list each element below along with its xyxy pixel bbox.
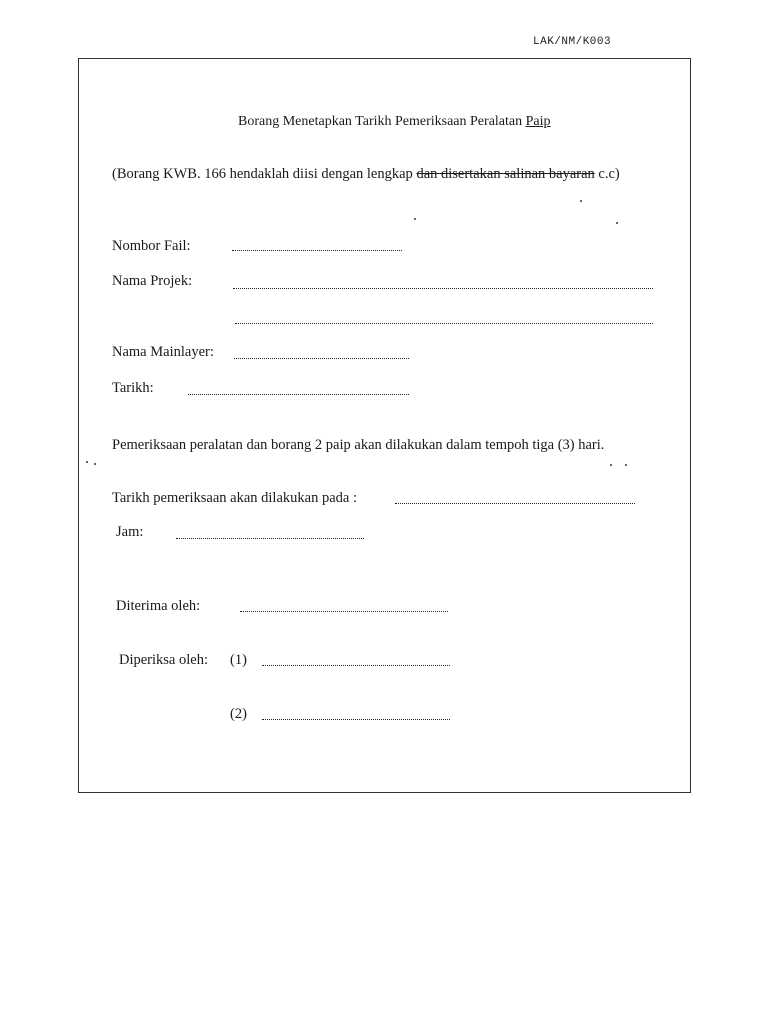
note-prefix: (Borang KWB. 166 hendaklah diisi dengan lengkap (112, 166, 417, 182)
checker-2-field[interactable] (262, 719, 450, 720)
scan-speck (580, 200, 582, 202)
scan-speck (414, 218, 416, 220)
form-title (238, 114, 551, 130)
checker-1-field[interactable] (262, 665, 450, 666)
scan-speck (625, 464, 627, 466)
checked-by-label: Diperiksa oleh: (119, 652, 208, 668)
form-title-underlined: Paip (525, 114, 551, 129)
received-by-field[interactable] (240, 611, 448, 612)
reference-code: LAK/NM/K003 (533, 36, 612, 48)
inspection-statement: Pemeriksaan peralatan dan borang 2 paip akan dilakukan dalam tempoh tiga (3) hari. (112, 437, 605, 453)
scan-speck (86, 461, 88, 463)
contractor-name-field[interactable] (234, 358, 409, 359)
scan-speck (616, 222, 618, 224)
inspection-date-label: Tarikh pemeriksaan akan dilakukan pada : (112, 490, 357, 506)
time-label: Jam: (116, 524, 144, 540)
form-title-main: Borang Menetapkan Tarikh Pemeriksaan Peralatan (238, 114, 526, 129)
checker-2-number: (2) (230, 706, 247, 722)
file-number-label: Nombor Fail: (112, 238, 191, 254)
contractor-name-label: Nama Mainlayer: (112, 344, 214, 360)
time-field[interactable] (176, 538, 364, 539)
note-struck-text: dan disertakan salinan bayaran (416, 166, 595, 182)
scan-speck (94, 463, 96, 465)
file-number-field[interactable] (232, 250, 402, 251)
checker-1-number: (1) (230, 652, 247, 668)
scan-speck (610, 464, 612, 466)
inspection-date-field[interactable] (395, 503, 635, 504)
project-name-field-line-1[interactable] (233, 288, 653, 289)
project-name-field-line-2[interactable] (235, 323, 653, 324)
date-label: Tarikh: (112, 380, 154, 396)
form-instruction-note (112, 166, 620, 183)
project-name-label: Nama Projek: (112, 273, 193, 289)
date-field[interactable] (188, 394, 409, 395)
note-suffix: c.c) (594, 166, 620, 182)
received-by-label: Diterima oleh: (116, 598, 201, 614)
